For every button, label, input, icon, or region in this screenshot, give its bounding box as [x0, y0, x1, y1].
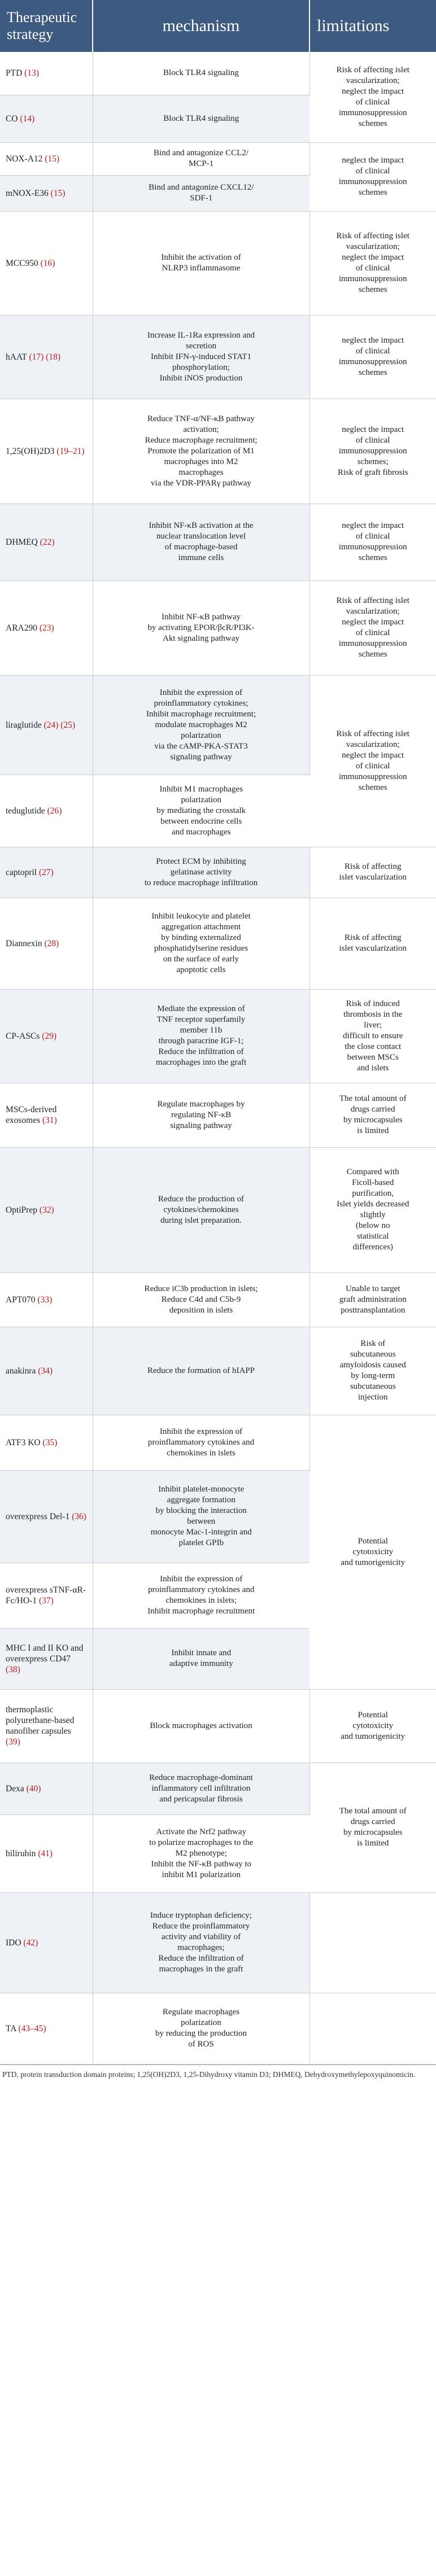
strategy-cell: [0, 1415, 93, 1470]
reference-link[interactable]: (42): [23, 1938, 38, 1948]
limitations-cell: Potential cytotoxicity and tumorigenicity: [309, 1415, 436, 1689]
header-row: [0, 0, 436, 52]
strategy-name: ATF3 KO: [6, 1437, 41, 1447]
reference-link[interactable]: (34): [38, 1366, 53, 1376]
mechanism-cell: Inhibit the expression of proinflammatory cytokines; Inhibit macrophage recruitment; modulate macrophages M2 polarization via the cAMP-PKA-STAT3 signaling pathway: [93, 675, 309, 775]
table-row: [0, 847, 436, 898]
mechanism-cell: Inhibit the activation of NLRP3 inflammasome: [93, 211, 309, 315]
reference-link[interactable]: (23): [39, 623, 54, 633]
reference-link[interactable]: (38): [6, 1664, 20, 1674]
mechanism-cell: Inhibit NF-κB pathway by activating EPOR/βcR/PI3K- Akt signaling pathway: [93, 580, 309, 675]
reference-link[interactable]: (28): [44, 938, 59, 948]
reference-link[interactable]: (40): [26, 1783, 41, 1794]
table-row: [0, 989, 436, 1083]
header-mechanism: mechanism: [93, 0, 309, 52]
strategy-name: Dexa: [6, 1783, 24, 1794]
strategy-name: Diannexin: [6, 938, 42, 948]
table-row: [0, 504, 436, 580]
limitations-cell: [309, 1993, 436, 2064]
strategy-cell: [0, 1083, 93, 1147]
table-row: [0, 1083, 436, 1147]
table-row: [0, 580, 436, 675]
reference-link[interactable]: (32): [39, 1205, 54, 1215]
strategy-name: ARA290: [6, 623, 37, 633]
table-row: [0, 1993, 436, 2064]
strategy-name: TA: [6, 2023, 16, 2033]
mechanism-cell: Inhibit innate and adaptive immunity: [93, 1628, 309, 1689]
limitations-cell: Risk of affecting islet vascularization; neglect the impact of clinical immunosuppression schemes: [309, 52, 436, 142]
strategy-name: teduglutide: [6, 806, 45, 816]
table-row: [0, 315, 436, 399]
mechanism-cell: Bind and antagonize CCL2/ MCP-1: [93, 142, 309, 175]
strategy-name: overexpress Del-1: [6, 1511, 70, 1521]
mechanism-cell: Protect ECM by inhibiting gelatinase activity to reduce macrophage infiltration: [93, 847, 309, 898]
limitations-cell: Risk of subcutaneous amyloidosis caused by long-term subcutaneous injection: [309, 1327, 436, 1415]
strategy-cell: [0, 989, 93, 1083]
mechanism-cell: Activate the Nrf2 pathway to polarize macrophages to the M2 phenotype; Inhibit the NF-κB pathway to inhibit M1 polarization: [93, 1814, 309, 1892]
strategy-cell: [0, 175, 93, 211]
mechanism-cell: Mediate the expression of TNF receptor superfamily member 11b through paracrine IGF-1; Reduce the infiltration of macrophages into the graft: [93, 989, 309, 1083]
strategy-cell: [0, 675, 93, 775]
table-row: [0, 1689, 436, 1762]
strategy-cell: [0, 142, 93, 175]
mechanism-cell: Reduce the formation of hIAPP: [93, 1327, 309, 1415]
mechanism-cell: Inhibit NF-κB activation at the nuclear translocation level of macrophage-based immune cells: [93, 504, 309, 580]
strategy-name: thermoplastic polyurethane-based nanofiber capsules: [6, 1705, 75, 1736]
reference-link[interactable]: (33): [37, 1294, 53, 1305]
strategy-cell: [0, 1563, 93, 1628]
strategy-name: anakinra: [6, 1366, 36, 1376]
limitations-cell: Risk of affecting islet vascularization: [309, 898, 436, 989]
strategy-name: OptiPrep: [6, 1205, 37, 1215]
limitations-cell: Risk of affecting islet vascularization: [309, 847, 436, 898]
strategy-cell: [0, 898, 93, 989]
mechanism-cell: Block macrophages activation: [93, 1689, 309, 1762]
limitations-cell: Risk of affecting islet vascularization; neglect the impact of clinical immunosuppression schemes: [309, 675, 436, 847]
reference-link[interactable]: (35): [42, 1437, 58, 1447]
reference-link[interactable]: (29): [42, 1031, 57, 1041]
mechanism-cell: Block TLR4 signaling: [93, 52, 309, 95]
table-row: [0, 142, 436, 175]
table-row: [0, 898, 436, 989]
reference-link[interactable]: (31): [42, 1116, 57, 1125]
mechanism-cell: Inhibit M1 macrophages polarization by mediating the crosstalk between endocrine cells and macrophages: [93, 775, 309, 847]
table-body: [0, 52, 436, 2064]
reference-link[interactable]: (43–45): [18, 2023, 46, 2033]
table-row: [0, 1272, 436, 1327]
limitations-cell: Unable to target graft administration posttransplantation: [309, 1272, 436, 1327]
strategy-cell: [0, 580, 93, 675]
reference-link[interactable]: (15): [45, 154, 60, 164]
header-limitations: limitations: [309, 0, 436, 52]
strategy-name: captopril: [6, 867, 37, 877]
strategy-name: mNOX-E36: [6, 188, 49, 198]
reference-link[interactable]: (13): [24, 68, 39, 78]
limitations-cell: neglect the impact of clinical immunosuppression schemes: [309, 315, 436, 399]
strategy-cell: [0, 1272, 93, 1327]
reference-link[interactable]: (22): [40, 537, 55, 547]
reference-link[interactable]: (17) (18): [29, 352, 61, 362]
strategy-cell: [0, 1470, 93, 1563]
strategy-cell: [0, 52, 93, 95]
mechanism-cell: Reduce the production of cytokines/chemokines during islet preparation.: [93, 1147, 309, 1272]
reference-link[interactable]: (24) (25): [43, 720, 76, 730]
limitations-cell: Compared with Ficoll-based purification, Islet yields decreased slightly (below no statistical differences): [309, 1147, 436, 1272]
table-row: [0, 52, 436, 95]
reference-link[interactable]: (26): [47, 806, 62, 816]
mechanism-cell: Regulate macrophages by regulating NF-κB signaling pathway: [93, 1083, 309, 1147]
reference-link[interactable]: (41): [38, 1848, 53, 1858]
strategy-cell: [0, 1993, 93, 2064]
reference-link[interactable]: (14): [20, 113, 35, 124]
mechanism-cell: Bind and antagonize CXCL12/ SDF-1: [93, 175, 309, 211]
strategy-cell: [0, 95, 93, 142]
limitations-cell: Risk of affecting islet vascularization; neglect the impact of clinical immunosuppression schemes: [309, 580, 436, 675]
table-row: [0, 675, 436, 775]
strategy-name: hAAT: [6, 352, 27, 362]
table-row: [0, 1762, 436, 1814]
strategy-cell: [0, 1147, 93, 1272]
reference-link[interactable]: (19–21): [56, 446, 85, 456]
strategy-name: liraglutide: [6, 720, 42, 730]
strategy-name: MHC I and II KO and overexpress CD47: [6, 1643, 84, 1664]
table-row: [0, 399, 436, 504]
limitations-cell: neglect the impact of clinical immunosuppression schemes; Risk of graft fibrosis: [309, 399, 436, 504]
strategy-cell: [0, 1762, 93, 1814]
limitations-cell: neglect the impact of clinical immunosuppression schemes: [309, 142, 436, 211]
table-footnote: PTD, protein transduction domain proteins; 1,25(OH)2D3, 1,25-Dihydroxy vitamin D3; DHMEQ, Dehydroxymethylepoxyquinomicin.: [0, 2065, 436, 2083]
reference-link[interactable]: (15): [50, 188, 66, 198]
mechanism-cell: Reduce iC3b production in islets; Reduce C4d and C5b-9 deposition in islets: [93, 1272, 309, 1327]
reference-link[interactable]: (27): [38, 867, 54, 877]
strategy-name: NOX-A12: [6, 154, 43, 164]
reference-link[interactable]: (36): [72, 1511, 86, 1521]
strategy-name: CO: [6, 113, 18, 124]
reference-link[interactable]: (16): [40, 258, 55, 268]
mechanism-cell: Block TLR4 signaling: [93, 95, 309, 142]
mechanism-cell: Inhibit the expression of proinflammatory cytokines and chemokines in islets; Inhibit macrophage recruitment: [93, 1563, 309, 1628]
strategy-name: DHMEQ: [6, 537, 38, 547]
strategy-cell: [0, 1689, 93, 1762]
strategy-cell: [0, 1628, 93, 1689]
mechanism-cell: Regulate macrophages polarization by reducing the production of ROS: [93, 1993, 309, 2064]
reference-link[interactable]: (39): [6, 1737, 20, 1747]
strategy-name: PTD: [6, 68, 23, 78]
table-row: [0, 1327, 436, 1415]
limitations-cell: Potential cytotoxicity and tumorigenicity: [309, 1689, 436, 1762]
table-row: [0, 1147, 436, 1272]
strategy-name: bilirubin: [6, 1848, 36, 1858]
strategy-cell: [0, 775, 93, 847]
strategy-name: 1,25(OH)2D3: [6, 446, 55, 456]
table-row: [0, 211, 436, 315]
strategy-name: APT070: [6, 1294, 36, 1305]
strategy-cell: [0, 1892, 93, 1993]
limitations-cell: neglect the impact of clinical immunosuppression schemes: [309, 504, 436, 580]
strategy-cell: [0, 1327, 93, 1415]
strategy-cell: [0, 211, 93, 315]
limitations-cell: [309, 1892, 436, 1993]
table-row: [0, 1415, 436, 1470]
strategy-cell: [0, 315, 93, 399]
strategy-name: MSCs-derived exosomes: [6, 1105, 57, 1125]
strategy-cell: [0, 1814, 93, 1892]
strategy-cell: [0, 399, 93, 504]
limitations-cell: Risk of affecting islet vascularization; neglect the impact of clinical immunosuppression schemes: [309, 211, 436, 315]
mechanism-cell: Inhibit the expression of proinflammatory cytokines and chemokines in islets: [93, 1415, 309, 1470]
limitations-cell: The total amount of drugs carried by microcapsules is limited: [309, 1083, 436, 1147]
limitations-cell: Risk of induced thrombosis in the liver; difficult to ensure the close contact between MSCs and islets: [309, 989, 436, 1083]
strategy-name: overexpress sTNF-αR-Fc/HO-1: [6, 1585, 86, 1606]
mechanism-cell: Inhibit leukocyte and platelet aggregation attachment by binding externalized phosphatidylserine residues on the surface of early apoptotic cells: [93, 898, 309, 989]
limitations-cell: The total amount of drugs carried by microcapsules is limited: [309, 1762, 436, 1892]
strategy-cell: [0, 504, 93, 580]
mechanism-cell: Reduce macrophage-dominant inflammatory cell infiltration and pericapsular fibrosis: [93, 1762, 309, 1814]
header-strategy: Therapeutic strategy: [0, 0, 93, 52]
mechanism-cell: Increase IL-1Ra expression and secretion Inhibit IFN-γ-induced STAT1 phosphorylation; Inhibit iNOS production: [93, 315, 309, 399]
strategy-name: MCC950: [6, 258, 38, 268]
strategy-name: CP-ASCs: [6, 1031, 40, 1041]
reference-link[interactable]: (37): [38, 1596, 54, 1606]
strategy-cell: [0, 847, 93, 898]
table-row: [0, 1892, 436, 1993]
mechanism-cell: Reduce TNF-α/NF-κB pathway activation; Reduce macrophage recruitment; Promote the polarization of M1 macrophages into M2 macrophages via the VDR-PPARγ pathway: [93, 399, 309, 504]
mechanism-cell: Inhibit platelet-monocyte aggregate formation by blocking the interaction between monocyte Mac-1-integrin and platelet GPIb: [93, 1470, 309, 1563]
mechanism-cell: Induce tryptophan deficiency; Reduce the proinflammatory activity and viability of macrophages; Reduce the infiltration of macrophages in the graft: [93, 1892, 309, 1993]
strategy-name: IDO: [6, 1938, 21, 1948]
